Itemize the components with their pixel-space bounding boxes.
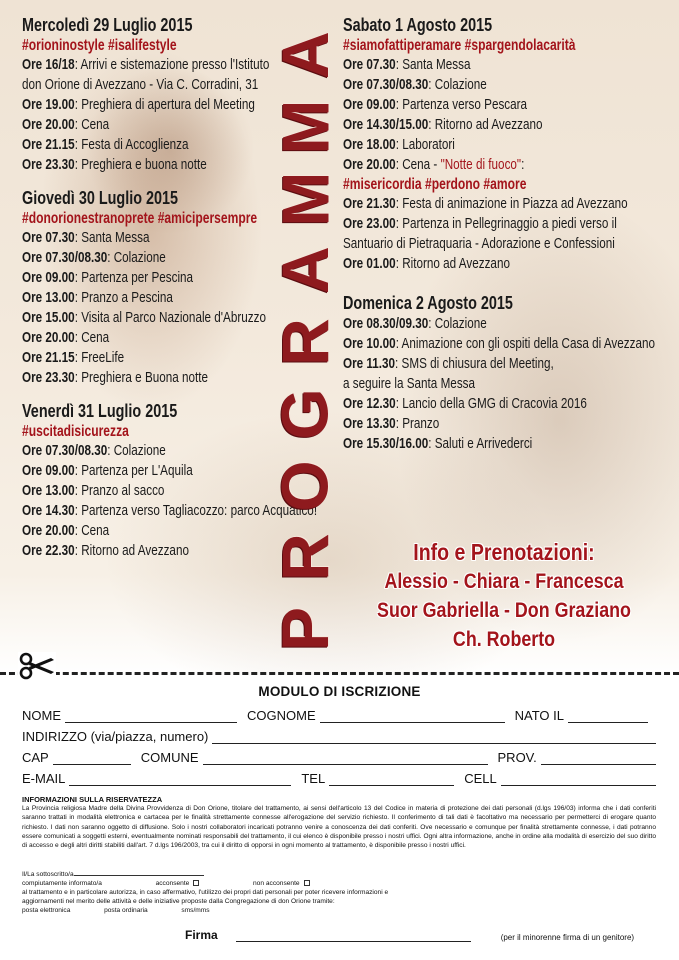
schedule-row: Ore 07.30/08.30: Colazione: [22, 249, 166, 266]
indirizzo-field[interactable]: [212, 731, 656, 744]
firma-label: Firma: [185, 928, 218, 942]
privacy-title: INFORMAZIONI SULLA RISERVATEZZA: [22, 795, 163, 804]
nato-il-field[interactable]: [568, 710, 648, 723]
consent-channels: posta elettronica posta ordinaria sms/mms: [22, 907, 210, 914]
schedule-row: Ore 15.30/16.00: Saluti e Arrivederci: [343, 435, 533, 452]
cut-line: [0, 672, 679, 676]
day-title: Venerdì 31 Luglio 2015: [22, 401, 178, 421]
schedule-row: Ore 20.00: Cena: [22, 329, 110, 346]
schedule-row: a seguire la Santa Messa: [343, 375, 476, 392]
schedule-row: Ore 07.30/08.30: Colazione: [22, 442, 166, 459]
info-contacts-line: Suor Gabriella - Don Graziano: [377, 599, 631, 622]
form-title: MODULO DI ISCRIZIONE: [258, 684, 421, 699]
nome-label: NOME: [22, 708, 61, 723]
signature-row: [185, 928, 660, 942]
day-hashtag: #siamofattiperamare #spargendolacarità: [343, 37, 576, 54]
day-block-sunday: [343, 292, 673, 454]
programma-letter: P: [268, 606, 342, 652]
tel-field[interactable]: [329, 773, 454, 786]
firma-note: (per il minorenne firma di un genitore): [500, 933, 635, 942]
day-title: Mercoledì 29 Luglio 2015: [22, 15, 193, 35]
firma-field[interactable]: [236, 929, 471, 942]
schedule-row: Ore 13.30: Pranzo: [343, 415, 440, 432]
cognome-field[interactable]: [320, 710, 505, 723]
form-row-name: [22, 707, 656, 723]
day-hashtag: #uscitadisicurezza: [22, 423, 129, 440]
info-contacts: [334, 538, 674, 654]
schedule-row: Ore 07.30: Santa Messa: [22, 229, 150, 246]
cap-label: CAP: [22, 750, 49, 765]
programma-letter: A: [267, 31, 342, 79]
day-hashtag: #donorionestranoprete #amicipersempre: [22, 210, 258, 227]
consent-line-1: Il/La sottoscritto/a: [22, 871, 204, 880]
schedule-row: Ore 22.30: Ritorno ad Avezzano: [22, 542, 189, 559]
comune-field[interactable]: [203, 752, 488, 765]
sottoscritto-field[interactable]: [74, 875, 204, 876]
schedule-row: Ore 01.00: Ritorno ad Avezzano: [343, 255, 510, 272]
schedule-row: Ore 09.00: Partenza verso Pescara: [343, 96, 528, 113]
programma-vertical-title: [267, 22, 342, 662]
schedule-row: Ore 07.30: Santa Messa: [343, 56, 471, 73]
programma-letter: G: [268, 388, 342, 440]
nato-il-label: NATO IL: [514, 708, 564, 723]
program-right-column: [343, 14, 673, 454]
day-title: Giovedì 30 Luglio 2015: [22, 188, 179, 208]
schedule-row: Ore 20.00: Cena - "Notte di fuoco":: [343, 156, 525, 173]
schedule-row: Ore 14.30: Partenza verso Tagliacozzo: parco Acquatico!: [22, 502, 318, 519]
privacy-text: La Provincia religiosa Madre della Divina Provvidenza di Don Orione, titolare del trattamento, ai sensi dell'articolo 13 del Codice in materia di protezione dei dati personali (d.lgs 196/03) informa che i dati conferiti saranno trattati in modalità elettronica e cartacea per le finalità strettamente connesse all'erogazione del servizio richiesto. Il conferimento di tali dati è facoltativo ma necessario per permetterci di erogare quanto richiesto. I dati non saranno oggetto di diffusione. Solo i nostri collaboratori incaricati potranno venire a conoscenza dei dati conferiti. Ove necessario e comunque per finalità strettamente connesse, i dati potranno essere comunicati a soggetti esterni, eventualmente nominati responsabili del trattamento, il cui elenco è disponibile presso i nostri uffici. Ogni altra informazione, anche in ordine alla modalità di esercizio del suo diritto di accesso e degli altri diritti stabiliti dall'art. 7 d.lgs 196/2003, tra cui il diritto di opporsi in ogni momento al trattamento, è disponibile presso i nostri uffici.: [22, 805, 656, 850]
programma-letter: R: [267, 533, 342, 582]
schedule-row: Ore 23.30: Preghiera e buona notte: [22, 156, 207, 173]
email-label: E-MAIL: [22, 771, 66, 786]
email-field[interactable]: [69, 773, 291, 786]
schedule-row: Ore 13.00: Pranzo a Pescina: [22, 289, 173, 306]
consent-line-2: compiutamente informato/a acconsente non acconsente: [22, 880, 310, 889]
prov-label: PROV.: [497, 750, 537, 765]
comune-label: COMUNE: [140, 750, 199, 765]
schedule-row: Santuario di Pietraquaria - Adorazione e Confessioni: [343, 235, 615, 252]
schedule-row: Ore 08.30/09.30: Colazione: [343, 315, 487, 332]
indirizzo-label: INDIRIZZO (via/piazza, numero): [22, 729, 209, 744]
schedule-row: Ore 19.00: Preghiera di apertura del Meeting: [22, 96, 255, 113]
form-row-contacts: [22, 770, 656, 786]
non-acconsente-checkbox[interactable]: [304, 880, 310, 886]
info-contacts-line: Alessio - Chiara - Francesca: [384, 570, 624, 593]
consent-line-4: aggiornamenti nel merito delle attività e delle iniziative proposte dalla Congregazione di don Orione tramite:: [22, 898, 335, 905]
schedule-row: Ore 23.00: Partenza in Pellegrinaggio a piedi verso il: [343, 215, 617, 232]
schedule-row: Ore 10.00: Animazione con gli ospiti della Casa di Avezzano: [343, 335, 655, 352]
cap-field[interactable]: [53, 752, 131, 765]
form-row-address: [22, 728, 656, 744]
schedule-row: don Orione di Avezzano - Via C. Corradini, 31: [22, 76, 259, 93]
consent-line-3: al trattamento e in particolare autorizza, in caso affermativo, l'utilizzo dei propri dati personali per poter ricevere informazioni e: [22, 889, 389, 896]
programma-letter: A: [267, 246, 342, 295]
programma-letter: O: [268, 459, 342, 512]
day-title: Domenica 2 Agosto 2015: [343, 293, 513, 313]
programma-letter: M: [267, 171, 342, 226]
schedule-row: Ore 18.00: Laboratori: [343, 136, 455, 153]
day-block-saturday: [343, 14, 673, 274]
schedule-row: Ore 21.15: Festa di Accoglienza: [22, 136, 189, 153]
schedule-row: Ore 11.30: SMS di chiusura del Meeting,: [343, 355, 554, 372]
schedule-row: Ore 21.15: FreeLife: [22, 349, 125, 366]
schedule-row: Ore 21.30: Festa di animazione in Piazza ad Avezzano: [343, 195, 628, 212]
programma-letter: M: [267, 99, 342, 155]
scissors-icon: [18, 652, 56, 680]
schedule-row: Ore 20.00: Cena: [22, 116, 110, 133]
prov-field[interactable]: [541, 752, 656, 765]
acconsente-checkbox[interactable]: [193, 880, 199, 886]
programma-letter: R: [267, 318, 342, 366]
schedule-row: Ore 12.30: Lancio della GMG di Cracovia 2016: [343, 395, 587, 412]
schedule-row: Ore 16/18: Arrivi e sistemazione presso l'Istituto: [22, 56, 270, 73]
schedule-row: Ore 15.00: Visita al Parco Nazionale d'Abruzzo: [22, 309, 266, 326]
cognome-label: COGNOME: [247, 708, 316, 723]
schedule-row: Ore 07.30/08.30: Colazione: [343, 76, 487, 93]
day-title: Sabato 1 Agosto 2015: [343, 15, 493, 35]
registration-form: [0, 680, 679, 960]
cell-label: CELL: [464, 771, 497, 786]
cell-field[interactable]: [501, 773, 656, 786]
day-hashtag: #orioninostyle #isalifestyle: [22, 37, 177, 54]
schedule-row: Ore 09.00: Partenza per L'Aquila: [22, 462, 193, 479]
schedule-row: Ore 14.30/15.00: Ritorno ad Avezzano: [343, 116, 543, 133]
schedule-row: Ore 09.00: Partenza per Pescina: [22, 269, 194, 286]
info-title: Info e Prenotazioni:: [413, 539, 595, 565]
schedule-row: Ore 20.00: Cena: [22, 522, 110, 539]
nome-field[interactable]: [65, 710, 237, 723]
tel-label: TEL: [301, 771, 326, 786]
schedule-row: Ore 23.30: Preghiera e Buona notte: [22, 369, 209, 386]
form-row-city: [22, 749, 656, 765]
info-contacts-line: Ch. Roberto: [452, 628, 556, 651]
evening-hashtag: #misericordia #perdono #amore: [343, 176, 527, 193]
schedule-row: Ore 13.00: Pranzo al sacco: [22, 482, 165, 499]
